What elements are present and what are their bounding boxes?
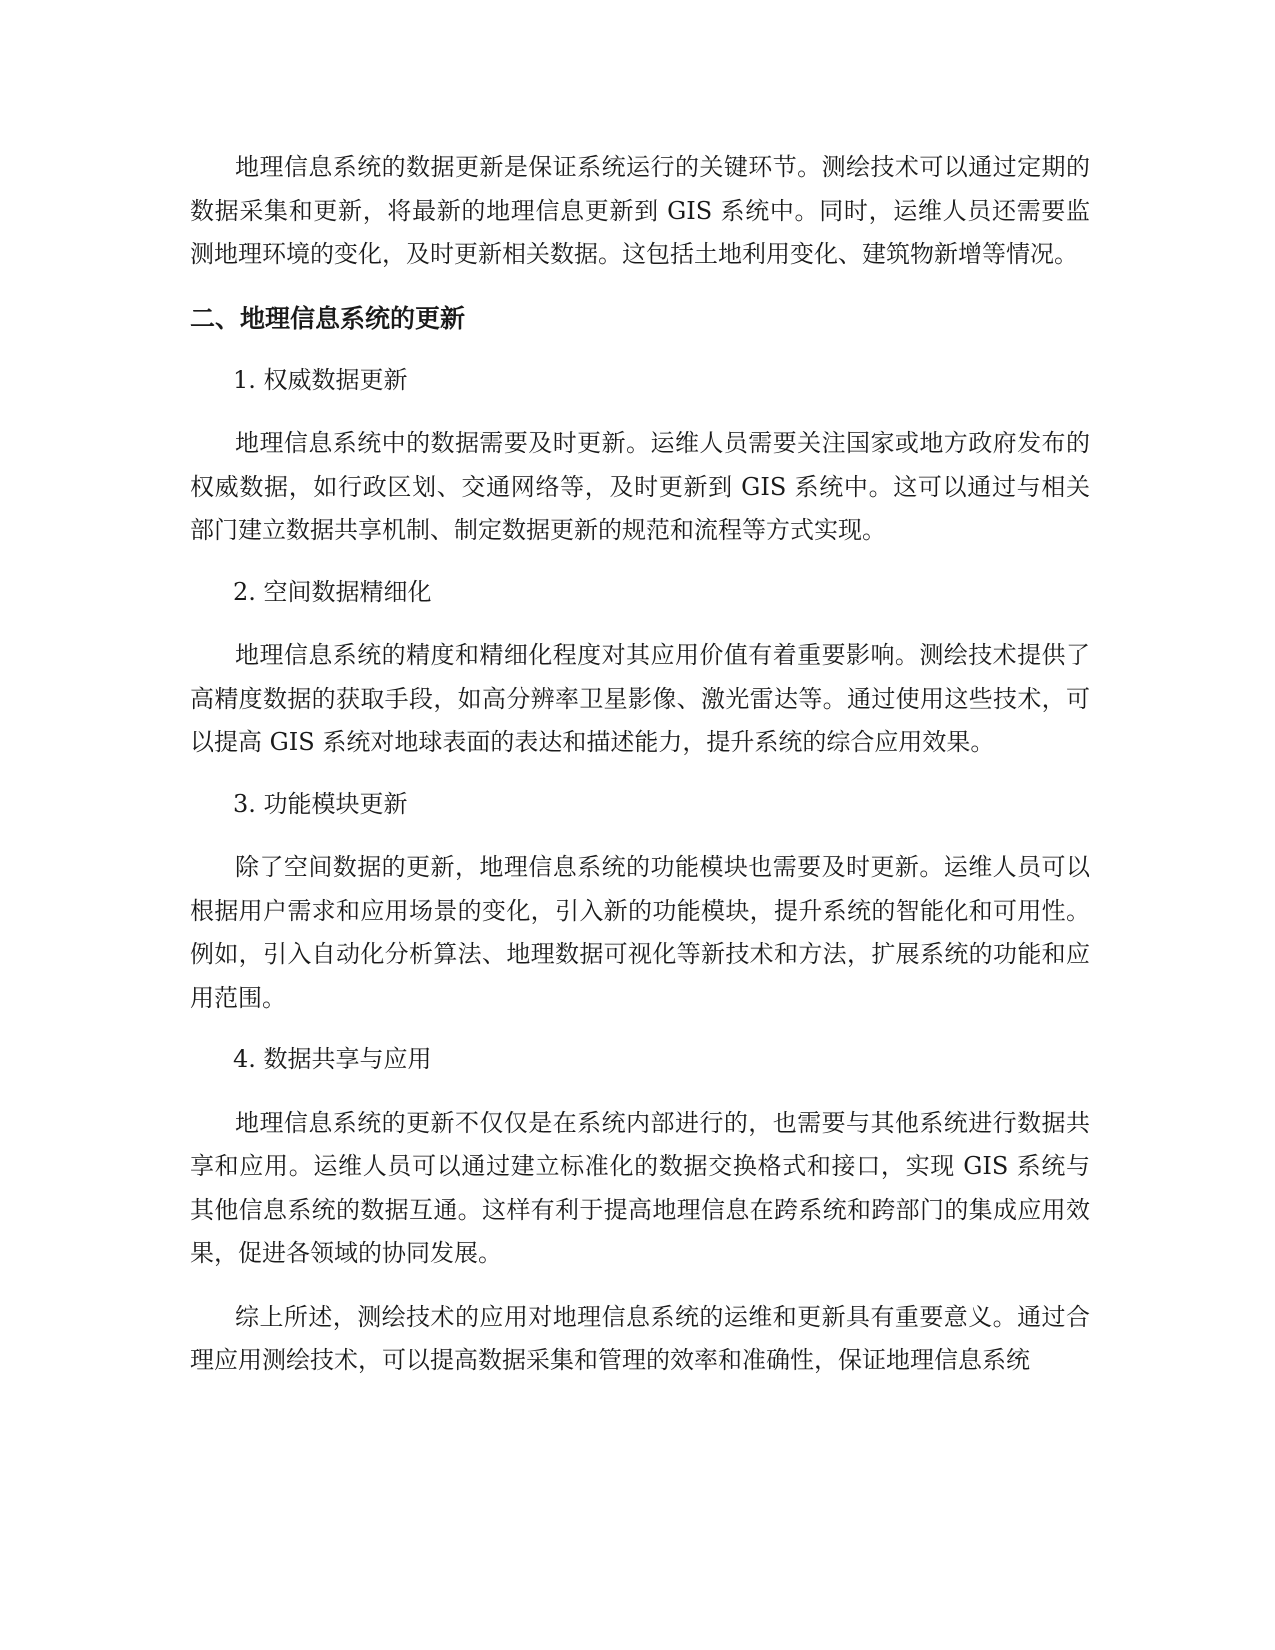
item-body-1: 地理信息系统中的数据需要及时更新。运维人员需要关注国家或地方政府发布的权威数据，如行政区划、交通网络等，及时更新到 GIS 系统中。这可以通过与相关部门建立数据共享机制、制定数据更新的规范和流程等方式实现。 [190, 429, 1090, 544]
item-title-4: 4. 数据共享与应用 [233, 1045, 432, 1073]
section-heading: 二、地理信息系统的更新 [190, 303, 466, 333]
item-body-3: 除了空间数据的更新，地理信息系统的功能模块也需要及时更新。运维人员可以根据用户需求和应用场景的变化，引入新的功能模块，提升系统的智能化和可用性。例如，引入自动化分析算法、地理数据可视化等新技术和方法，扩展系统的功能和应用范围。 [190, 853, 1090, 1012]
item-title-1: 1. 权威数据更新 [233, 365, 408, 394]
item-title-2: 2. 空间数据精细化 [233, 577, 432, 606]
conclusion-paragraph: 综上所述，测绘技术的应用对地理信息系统的运维和更新具有重要意义。通过合理应用测绘技术，可以提高数据采集和管理的效率和准确性，保证地理信息系统 [190, 1302, 1090, 1374]
item-body-2: 地理信息系统的精度和精细化程度对其应用价值有着重要影响。测绘技术提供了高精度数据的获取手段，如高分辨率卫星影像、激光雷达等。通过使用这些技术，可以提高 GIS 系统对地球表面的表达和描述能力，提升系统的综合应用效果。 [190, 641, 1090, 756]
item-title-3: 3. 功能模块更新 [233, 789, 408, 818]
item-body-4: 地理信息系统的更新不仅仅是在系统内部进行的，也需要与其他系统进行数据共享和应用。运维人员可以通过建立标准化的数据交换格式和接口，实现 GIS 系统与其他信息系统的数据互通。这样有利于提高地理信息在跨系统和跨部门的集成应用效果，促进各领域的协同发展。 [190, 1108, 1090, 1267]
intro-paragraph: 地理信息系统的数据更新是保证系统运行的关键环节。测绘技术可以通过定期的数据采集和更新，将最新的地理信息更新到 GIS 系统中。同时，运维人员还需要监测地理环境的变化，及时更新相关数据。这包括土地利用变化、建筑物新增等情况。 [190, 153, 1090, 268]
document-page [190, 146, 1090, 1383]
